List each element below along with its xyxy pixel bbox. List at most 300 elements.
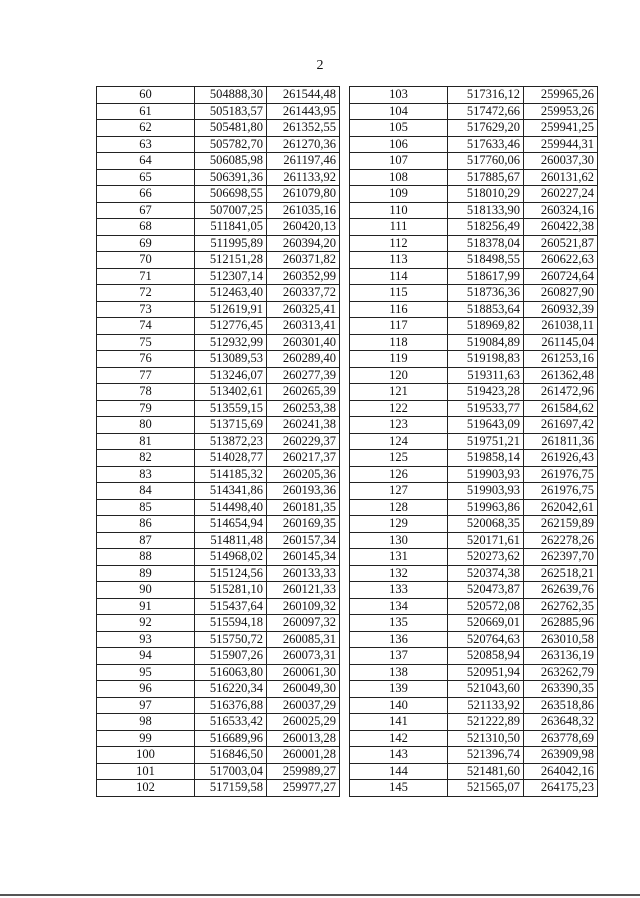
y-coordinate-cell: 263262,79 bbox=[524, 664, 598, 681]
point-number-cell: 143 bbox=[350, 747, 448, 764]
x-coordinate-cell: 518969,82 bbox=[448, 318, 524, 335]
x-coordinate-cell: 517633,46 bbox=[448, 136, 524, 153]
point-number-cell: 87 bbox=[97, 532, 195, 549]
x-coordinate-cell: 519198,83 bbox=[448, 351, 524, 368]
y-coordinate-cell: 260157,34 bbox=[267, 532, 340, 549]
y-coordinate-cell: 261197,46 bbox=[267, 153, 340, 170]
table-row bbox=[97, 565, 340, 582]
x-coordinate-cell: 515437,64 bbox=[195, 598, 267, 615]
table-row bbox=[350, 252, 598, 269]
x-coordinate-cell: 521396,74 bbox=[448, 747, 524, 764]
y-coordinate-cell: 261976,75 bbox=[524, 483, 598, 500]
table-row bbox=[97, 202, 340, 219]
y-coordinate-cell: 260265,39 bbox=[267, 384, 340, 401]
point-number-cell: 132 bbox=[350, 565, 448, 582]
x-coordinate-cell: 521310,50 bbox=[448, 730, 524, 747]
table-row bbox=[97, 103, 340, 120]
table-row bbox=[350, 499, 598, 516]
point-number-cell: 94 bbox=[97, 648, 195, 665]
x-coordinate-cell: 517885,67 bbox=[448, 169, 524, 186]
x-coordinate-cell: 514185,32 bbox=[195, 466, 267, 483]
point-number-cell: 72 bbox=[97, 285, 195, 302]
table-row bbox=[97, 235, 340, 252]
y-coordinate-cell: 260371,82 bbox=[267, 252, 340, 269]
point-number-cell: 74 bbox=[97, 318, 195, 335]
point-number-cell: 92 bbox=[97, 615, 195, 632]
y-coordinate-cell: 261472,96 bbox=[524, 384, 598, 401]
y-coordinate-cell: 260724,64 bbox=[524, 268, 598, 285]
point-number-cell: 71 bbox=[97, 268, 195, 285]
y-coordinate-cell: 263909,98 bbox=[524, 747, 598, 764]
y-coordinate-cell: 260085,31 bbox=[267, 631, 340, 648]
x-coordinate-cell: 504888,30 bbox=[195, 87, 267, 104]
table-row bbox=[97, 730, 340, 747]
y-coordinate-cell: 259989,27 bbox=[267, 763, 340, 780]
table-row bbox=[97, 252, 340, 269]
point-number-cell: 97 bbox=[97, 697, 195, 714]
y-coordinate-cell: 260394,20 bbox=[267, 235, 340, 252]
y-coordinate-cell: 261253,16 bbox=[524, 351, 598, 368]
y-coordinate-cell: 260205,36 bbox=[267, 466, 340, 483]
table-row bbox=[350, 153, 598, 170]
table-row bbox=[350, 136, 598, 153]
x-coordinate-cell: 518853,64 bbox=[448, 301, 524, 318]
y-coordinate-cell: 260049,30 bbox=[267, 681, 340, 698]
point-number-cell: 139 bbox=[350, 681, 448, 698]
table-row bbox=[350, 433, 598, 450]
point-number-cell: 70 bbox=[97, 252, 195, 269]
y-coordinate-cell: 261443,95 bbox=[267, 103, 340, 120]
table-row bbox=[350, 631, 598, 648]
x-coordinate-cell: 512619,91 bbox=[195, 301, 267, 318]
point-number-cell: 62 bbox=[97, 120, 195, 137]
x-coordinate-cell: 511995,89 bbox=[195, 235, 267, 252]
y-coordinate-cell: 260241,38 bbox=[267, 417, 340, 434]
x-coordinate-cell: 506698,55 bbox=[195, 186, 267, 203]
table-row bbox=[97, 169, 340, 186]
point-number-cell: 77 bbox=[97, 367, 195, 384]
point-number-cell: 112 bbox=[350, 235, 448, 252]
point-number-cell: 104 bbox=[350, 103, 448, 120]
x-coordinate-cell: 520068,35 bbox=[448, 516, 524, 533]
point-number-cell: 60 bbox=[97, 87, 195, 104]
y-coordinate-cell: 260827,90 bbox=[524, 285, 598, 302]
table-row bbox=[97, 186, 340, 203]
y-coordinate-cell: 260025,29 bbox=[267, 714, 340, 731]
y-coordinate-cell: 260932,39 bbox=[524, 301, 598, 318]
table-row bbox=[350, 697, 598, 714]
table-row bbox=[97, 334, 340, 351]
point-number-cell: 111 bbox=[350, 219, 448, 236]
point-number-cell: 83 bbox=[97, 466, 195, 483]
point-number-cell: 127 bbox=[350, 483, 448, 500]
table-row bbox=[350, 747, 598, 764]
table-row bbox=[97, 681, 340, 698]
table-row bbox=[97, 466, 340, 483]
y-coordinate-cell: 259977,27 bbox=[267, 780, 340, 797]
point-number-cell: 90 bbox=[97, 582, 195, 599]
y-coordinate-cell: 260061,30 bbox=[267, 664, 340, 681]
table-row bbox=[97, 615, 340, 632]
point-number-cell: 75 bbox=[97, 334, 195, 351]
y-coordinate-cell: 260324,16 bbox=[524, 202, 598, 219]
point-number-cell: 79 bbox=[97, 400, 195, 417]
y-coordinate-cell: 261270,36 bbox=[267, 136, 340, 153]
point-number-cell: 105 bbox=[350, 120, 448, 137]
x-coordinate-cell: 519903,93 bbox=[448, 483, 524, 500]
point-number-cell: 124 bbox=[350, 433, 448, 450]
table-row bbox=[350, 615, 598, 632]
point-number-cell: 81 bbox=[97, 433, 195, 450]
point-number-cell: 122 bbox=[350, 400, 448, 417]
point-number-cell: 106 bbox=[350, 136, 448, 153]
table-row bbox=[350, 351, 598, 368]
table-row bbox=[97, 549, 340, 566]
point-number-cell: 119 bbox=[350, 351, 448, 368]
x-coordinate-cell: 520669,01 bbox=[448, 615, 524, 632]
x-coordinate-cell: 517159,58 bbox=[195, 780, 267, 797]
y-coordinate-cell: 260181,35 bbox=[267, 499, 340, 516]
x-coordinate-cell: 516220,34 bbox=[195, 681, 267, 698]
x-coordinate-cell: 512776,45 bbox=[195, 318, 267, 335]
point-number-cell: 85 bbox=[97, 499, 195, 516]
y-coordinate-cell: 260037,30 bbox=[524, 153, 598, 170]
point-number-cell: 93 bbox=[97, 631, 195, 648]
table-row bbox=[97, 648, 340, 665]
table-row bbox=[350, 334, 598, 351]
table-row bbox=[350, 186, 598, 203]
x-coordinate-cell: 518133,90 bbox=[448, 202, 524, 219]
point-number-cell: 73 bbox=[97, 301, 195, 318]
table-row bbox=[350, 483, 598, 500]
table-row bbox=[97, 87, 340, 104]
point-number-cell: 145 bbox=[350, 780, 448, 797]
table-row bbox=[350, 532, 598, 549]
x-coordinate-cell: 514498,40 bbox=[195, 499, 267, 516]
x-coordinate-cell: 514811,48 bbox=[195, 532, 267, 549]
y-coordinate-cell: 260131,62 bbox=[524, 169, 598, 186]
y-coordinate-cell: 260313,41 bbox=[267, 318, 340, 335]
y-coordinate-cell: 262762,35 bbox=[524, 598, 598, 615]
x-coordinate-cell: 514028,77 bbox=[195, 450, 267, 467]
x-coordinate-cell: 513246,07 bbox=[195, 367, 267, 384]
y-coordinate-cell: 260121,33 bbox=[267, 582, 340, 599]
y-coordinate-cell: 263136,19 bbox=[524, 648, 598, 665]
table-row bbox=[350, 219, 598, 236]
x-coordinate-cell: 519963,86 bbox=[448, 499, 524, 516]
point-number-cell: 107 bbox=[350, 153, 448, 170]
y-coordinate-cell: 262042,61 bbox=[524, 499, 598, 516]
y-coordinate-cell: 261811,36 bbox=[524, 433, 598, 450]
y-coordinate-cell: 261697,42 bbox=[524, 417, 598, 434]
x-coordinate-cell: 518256,49 bbox=[448, 219, 524, 236]
y-coordinate-cell: 264042,16 bbox=[524, 763, 598, 780]
x-coordinate-cell: 517472,66 bbox=[448, 103, 524, 120]
table-row bbox=[350, 235, 598, 252]
table-row bbox=[97, 219, 340, 236]
table-row bbox=[350, 384, 598, 401]
x-coordinate-cell: 517760,06 bbox=[448, 153, 524, 170]
table-row bbox=[97, 483, 340, 500]
table-row bbox=[97, 153, 340, 170]
table-row bbox=[350, 582, 598, 599]
x-coordinate-cell: 512463,40 bbox=[195, 285, 267, 302]
x-coordinate-cell: 519533,77 bbox=[448, 400, 524, 417]
x-coordinate-cell: 521133,92 bbox=[448, 697, 524, 714]
x-coordinate-cell: 520374,38 bbox=[448, 565, 524, 582]
table-row bbox=[97, 598, 340, 615]
y-coordinate-cell: 261584,62 bbox=[524, 400, 598, 417]
y-coordinate-cell: 262639,76 bbox=[524, 582, 598, 599]
point-number-cell: 95 bbox=[97, 664, 195, 681]
x-coordinate-cell: 517629,20 bbox=[448, 120, 524, 137]
table-row bbox=[350, 780, 598, 797]
point-number-cell: 116 bbox=[350, 301, 448, 318]
table-row bbox=[97, 318, 340, 335]
table-row bbox=[350, 103, 598, 120]
x-coordinate-cell: 513872,23 bbox=[195, 433, 267, 450]
table-row bbox=[350, 763, 598, 780]
y-coordinate-cell: 260325,41 bbox=[267, 301, 340, 318]
point-number-cell: 129 bbox=[350, 516, 448, 533]
y-coordinate-cell: 263648,32 bbox=[524, 714, 598, 731]
y-coordinate-cell: 260289,40 bbox=[267, 351, 340, 368]
y-coordinate-cell: 260253,38 bbox=[267, 400, 340, 417]
point-number-cell: 63 bbox=[97, 136, 195, 153]
table-row bbox=[350, 598, 598, 615]
table-row bbox=[97, 367, 340, 384]
point-number-cell: 137 bbox=[350, 648, 448, 665]
point-number-cell: 80 bbox=[97, 417, 195, 434]
x-coordinate-cell: 506085,98 bbox=[195, 153, 267, 170]
y-coordinate-cell: 263010,58 bbox=[524, 631, 598, 648]
point-number-cell: 123 bbox=[350, 417, 448, 434]
table-row bbox=[97, 301, 340, 318]
table-row bbox=[350, 285, 598, 302]
point-number-cell: 66 bbox=[97, 186, 195, 203]
x-coordinate-cell: 519858,14 bbox=[448, 450, 524, 467]
y-coordinate-cell: 262397,70 bbox=[524, 549, 598, 566]
table-row bbox=[350, 516, 598, 533]
point-number-cell: 91 bbox=[97, 598, 195, 615]
y-coordinate-cell: 262885,96 bbox=[524, 615, 598, 632]
point-number-cell: 135 bbox=[350, 615, 448, 632]
point-number-cell: 144 bbox=[350, 763, 448, 780]
table-row bbox=[350, 450, 598, 467]
coordinates-table-right-body bbox=[350, 87, 598, 797]
y-coordinate-cell: 261038,11 bbox=[524, 318, 598, 335]
table-row bbox=[350, 549, 598, 566]
point-number-cell: 126 bbox=[350, 466, 448, 483]
x-coordinate-cell: 520473,87 bbox=[448, 582, 524, 599]
coordinates-table-right bbox=[349, 86, 598, 797]
point-number-cell: 68 bbox=[97, 219, 195, 236]
point-number-cell: 89 bbox=[97, 565, 195, 582]
point-number-cell: 103 bbox=[350, 87, 448, 104]
table-row bbox=[97, 136, 340, 153]
y-coordinate-cell: 260097,32 bbox=[267, 615, 340, 632]
x-coordinate-cell: 518498,55 bbox=[448, 252, 524, 269]
point-number-cell: 96 bbox=[97, 681, 195, 698]
table-row bbox=[350, 268, 598, 285]
x-coordinate-cell: 505183,57 bbox=[195, 103, 267, 120]
y-coordinate-cell: 261145,04 bbox=[524, 334, 598, 351]
point-number-cell: 134 bbox=[350, 598, 448, 615]
x-coordinate-cell: 517003,04 bbox=[195, 763, 267, 780]
point-number-cell: 61 bbox=[97, 103, 195, 120]
x-coordinate-cell: 511841,05 bbox=[195, 219, 267, 236]
table-row bbox=[350, 565, 598, 582]
y-coordinate-cell: 262159,89 bbox=[524, 516, 598, 533]
x-coordinate-cell: 506391,36 bbox=[195, 169, 267, 186]
point-number-cell: 99 bbox=[97, 730, 195, 747]
x-coordinate-cell: 512151,28 bbox=[195, 252, 267, 269]
y-coordinate-cell: 261079,80 bbox=[267, 186, 340, 203]
point-number-cell: 69 bbox=[97, 235, 195, 252]
point-number-cell: 84 bbox=[97, 483, 195, 500]
point-number-cell: 120 bbox=[350, 367, 448, 384]
point-number-cell: 131 bbox=[350, 549, 448, 566]
x-coordinate-cell: 519311,63 bbox=[448, 367, 524, 384]
x-coordinate-cell: 519643,09 bbox=[448, 417, 524, 434]
x-coordinate-cell: 515594,18 bbox=[195, 615, 267, 632]
coordinates-table-left bbox=[96, 86, 340, 797]
y-coordinate-cell: 261352,55 bbox=[267, 120, 340, 137]
x-coordinate-cell: 518617,99 bbox=[448, 268, 524, 285]
point-number-cell: 136 bbox=[350, 631, 448, 648]
y-coordinate-cell: 260217,37 bbox=[267, 450, 340, 467]
table-row bbox=[97, 582, 340, 599]
point-number-cell: 65 bbox=[97, 169, 195, 186]
table-row bbox=[350, 301, 598, 318]
y-coordinate-cell: 260301,40 bbox=[267, 334, 340, 351]
x-coordinate-cell: 513559,15 bbox=[195, 400, 267, 417]
point-number-cell: 108 bbox=[350, 169, 448, 186]
x-coordinate-cell: 513402,61 bbox=[195, 384, 267, 401]
x-coordinate-cell: 505481,80 bbox=[195, 120, 267, 137]
x-coordinate-cell: 518010,29 bbox=[448, 186, 524, 203]
y-coordinate-cell: 262278,26 bbox=[524, 532, 598, 549]
x-coordinate-cell: 520951,94 bbox=[448, 664, 524, 681]
point-number-cell: 118 bbox=[350, 334, 448, 351]
x-coordinate-cell: 513715,69 bbox=[195, 417, 267, 434]
x-coordinate-cell: 519084,89 bbox=[448, 334, 524, 351]
point-number-cell: 113 bbox=[350, 252, 448, 269]
point-number-cell: 100 bbox=[97, 747, 195, 764]
y-coordinate-cell: 260277,39 bbox=[267, 367, 340, 384]
y-coordinate-cell: 260227,24 bbox=[524, 186, 598, 203]
x-coordinate-cell: 520858,94 bbox=[448, 648, 524, 665]
point-number-cell: 78 bbox=[97, 384, 195, 401]
y-coordinate-cell: 261362,48 bbox=[524, 367, 598, 384]
y-coordinate-cell: 264175,23 bbox=[524, 780, 598, 797]
y-coordinate-cell: 263778,69 bbox=[524, 730, 598, 747]
table-row bbox=[97, 120, 340, 137]
x-coordinate-cell: 520764,63 bbox=[448, 631, 524, 648]
y-coordinate-cell: 261926,43 bbox=[524, 450, 598, 467]
point-number-cell: 121 bbox=[350, 384, 448, 401]
point-number-cell: 141 bbox=[350, 714, 448, 731]
y-coordinate-cell: 260169,35 bbox=[267, 516, 340, 533]
table-row bbox=[350, 714, 598, 731]
y-coordinate-cell: 259944,31 bbox=[524, 136, 598, 153]
y-coordinate-cell: 259953,26 bbox=[524, 103, 598, 120]
point-number-cell: 102 bbox=[97, 780, 195, 797]
x-coordinate-cell: 516063,80 bbox=[195, 664, 267, 681]
table-row bbox=[350, 169, 598, 186]
table-row bbox=[97, 631, 340, 648]
table-row bbox=[97, 417, 340, 434]
x-coordinate-cell: 514341,86 bbox=[195, 483, 267, 500]
x-coordinate-cell: 516533,42 bbox=[195, 714, 267, 731]
table-row bbox=[350, 664, 598, 681]
table-row bbox=[97, 433, 340, 450]
x-coordinate-cell: 521043,60 bbox=[448, 681, 524, 698]
point-number-cell: 138 bbox=[350, 664, 448, 681]
x-coordinate-cell: 520273,62 bbox=[448, 549, 524, 566]
table-row bbox=[97, 532, 340, 549]
y-coordinate-cell: 263390,35 bbox=[524, 681, 598, 698]
page-number: 2 bbox=[316, 58, 324, 73]
point-number-cell: 125 bbox=[350, 450, 448, 467]
y-coordinate-cell: 260622,63 bbox=[524, 252, 598, 269]
x-coordinate-cell: 515907,26 bbox=[195, 648, 267, 665]
point-number-cell: 115 bbox=[350, 285, 448, 302]
table-row bbox=[97, 268, 340, 285]
x-coordinate-cell: 520171,61 bbox=[448, 532, 524, 549]
y-coordinate-cell: 261035,16 bbox=[267, 202, 340, 219]
x-coordinate-cell: 515124,56 bbox=[195, 565, 267, 582]
y-coordinate-cell: 260073,31 bbox=[267, 648, 340, 665]
x-coordinate-cell: 515281,10 bbox=[195, 582, 267, 599]
x-coordinate-cell: 513089,53 bbox=[195, 351, 267, 368]
y-coordinate-cell: 262518,21 bbox=[524, 565, 598, 582]
table-row bbox=[350, 120, 598, 137]
x-coordinate-cell: 516376,88 bbox=[195, 697, 267, 714]
y-coordinate-cell: 260352,99 bbox=[267, 268, 340, 285]
table-row bbox=[97, 450, 340, 467]
x-coordinate-cell: 520572,08 bbox=[448, 598, 524, 615]
x-coordinate-cell: 512307,14 bbox=[195, 268, 267, 285]
point-number-cell: 67 bbox=[97, 202, 195, 219]
table-row bbox=[350, 202, 598, 219]
table-row bbox=[350, 730, 598, 747]
table-row bbox=[350, 318, 598, 335]
point-number-cell: 133 bbox=[350, 582, 448, 599]
y-coordinate-cell: 259941,25 bbox=[524, 120, 598, 137]
point-number-cell: 86 bbox=[97, 516, 195, 533]
coordinates-table-left-body bbox=[97, 87, 340, 797]
table-row bbox=[350, 681, 598, 698]
y-coordinate-cell: 260109,32 bbox=[267, 598, 340, 615]
x-coordinate-cell: 516846,50 bbox=[195, 747, 267, 764]
table-row bbox=[97, 763, 340, 780]
y-coordinate-cell: 260145,34 bbox=[267, 549, 340, 566]
y-coordinate-cell: 261544,48 bbox=[267, 87, 340, 104]
point-number-cell: 130 bbox=[350, 532, 448, 549]
x-coordinate-cell: 514968,02 bbox=[195, 549, 267, 566]
y-coordinate-cell: 260001,28 bbox=[267, 747, 340, 764]
x-coordinate-cell: 517316,12 bbox=[448, 87, 524, 104]
y-coordinate-cell: 260013,28 bbox=[267, 730, 340, 747]
x-coordinate-cell: 521481,60 bbox=[448, 763, 524, 780]
table-row bbox=[97, 384, 340, 401]
point-number-cell: 98 bbox=[97, 714, 195, 731]
y-coordinate-cell: 260420,13 bbox=[267, 219, 340, 236]
point-number-cell: 128 bbox=[350, 499, 448, 516]
x-coordinate-cell: 512932,99 bbox=[195, 334, 267, 351]
x-coordinate-cell: 519903,93 bbox=[448, 466, 524, 483]
